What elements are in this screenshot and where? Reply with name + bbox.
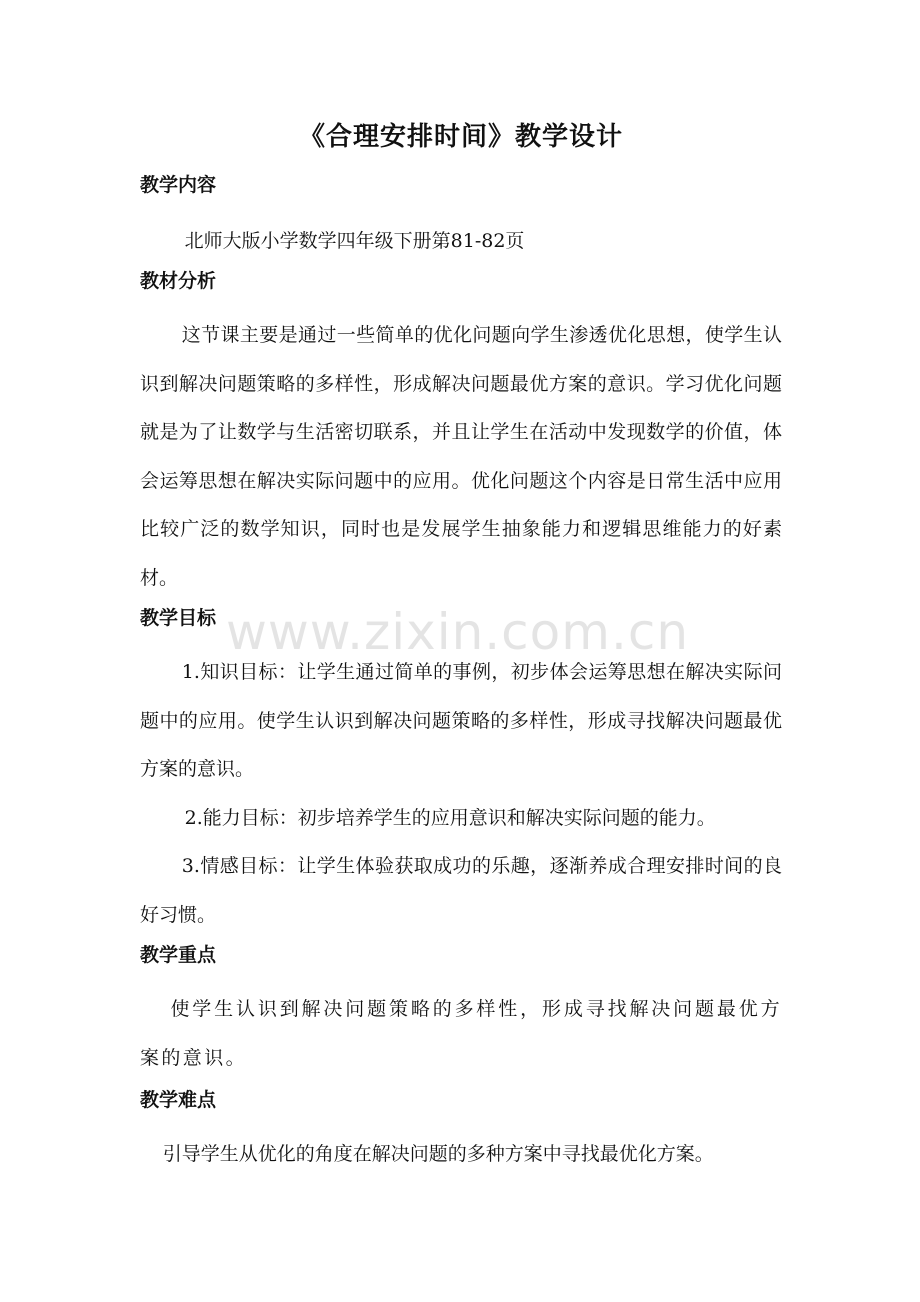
section-goals bbox=[140, 603, 782, 939]
section-difficulties bbox=[140, 1085, 782, 1179]
key-points-text: 使学生认识到解决问题策略的多样性，形成寻找解决问题最优方案的意识。 bbox=[140, 998, 782, 1069]
section-heading-analysis: 教材分析 bbox=[140, 270, 217, 292]
difficulties-text: 引导学生从优化的角度在解决问题的多种方案中寻找最优化方案。 bbox=[162, 1143, 714, 1165]
goal-item-knowledge: 1.知识目标：让学生通过简单的事例，初步体会运筹思想在解决实际问题中的应用。使学生认识到解决问题策略的多样性，形成寻找解决问题最优方案的意识。 bbox=[140, 661, 782, 780]
section-heading-goals: 教学目标 bbox=[140, 607, 217, 629]
section-heading-key-points: 教学重点 bbox=[140, 944, 217, 966]
section-heading-content: 教学内容 bbox=[140, 174, 217, 196]
document-title: 《合理安排时间》教学设计 bbox=[298, 122, 623, 152]
section-heading-difficulties: 教学难点 bbox=[140, 1089, 217, 1111]
watermark-text: www.zixin.com.cn bbox=[226, 603, 690, 661]
analysis-text: 这节课主要是通过一些简单的优化问题向学生渗透优化思想，使学生认识到解决问题策略的多样性，形成解决问题最优方案的意识。学习优化问题就是为了让数学与生活密切联系，并且让学生在活动中发现数学的价值，体会运筹思想在解决实际问题中的应用。优化问题这个内容是日常生活中应用比较广泛的数学知识，同时也是发展学生抽象能力和逻辑思维能力的好素材。 bbox=[140, 324, 782, 589]
section-content bbox=[140, 170, 782, 266]
goal-item-emotion: 3.情感目标：让学生体验获取成功的乐趣，逐渐养成合理安排时间的良好习惯。 bbox=[140, 855, 782, 926]
content-text: 北师大版小学数学四年级下册第81-82页 bbox=[184, 230, 525, 252]
section-key-points bbox=[140, 940, 782, 1082]
goal-item-ability: 2.能力目标：初步培养学生的应用意识和解决实际问题的能力。 bbox=[184, 806, 716, 829]
section-analysis bbox=[140, 266, 782, 602]
